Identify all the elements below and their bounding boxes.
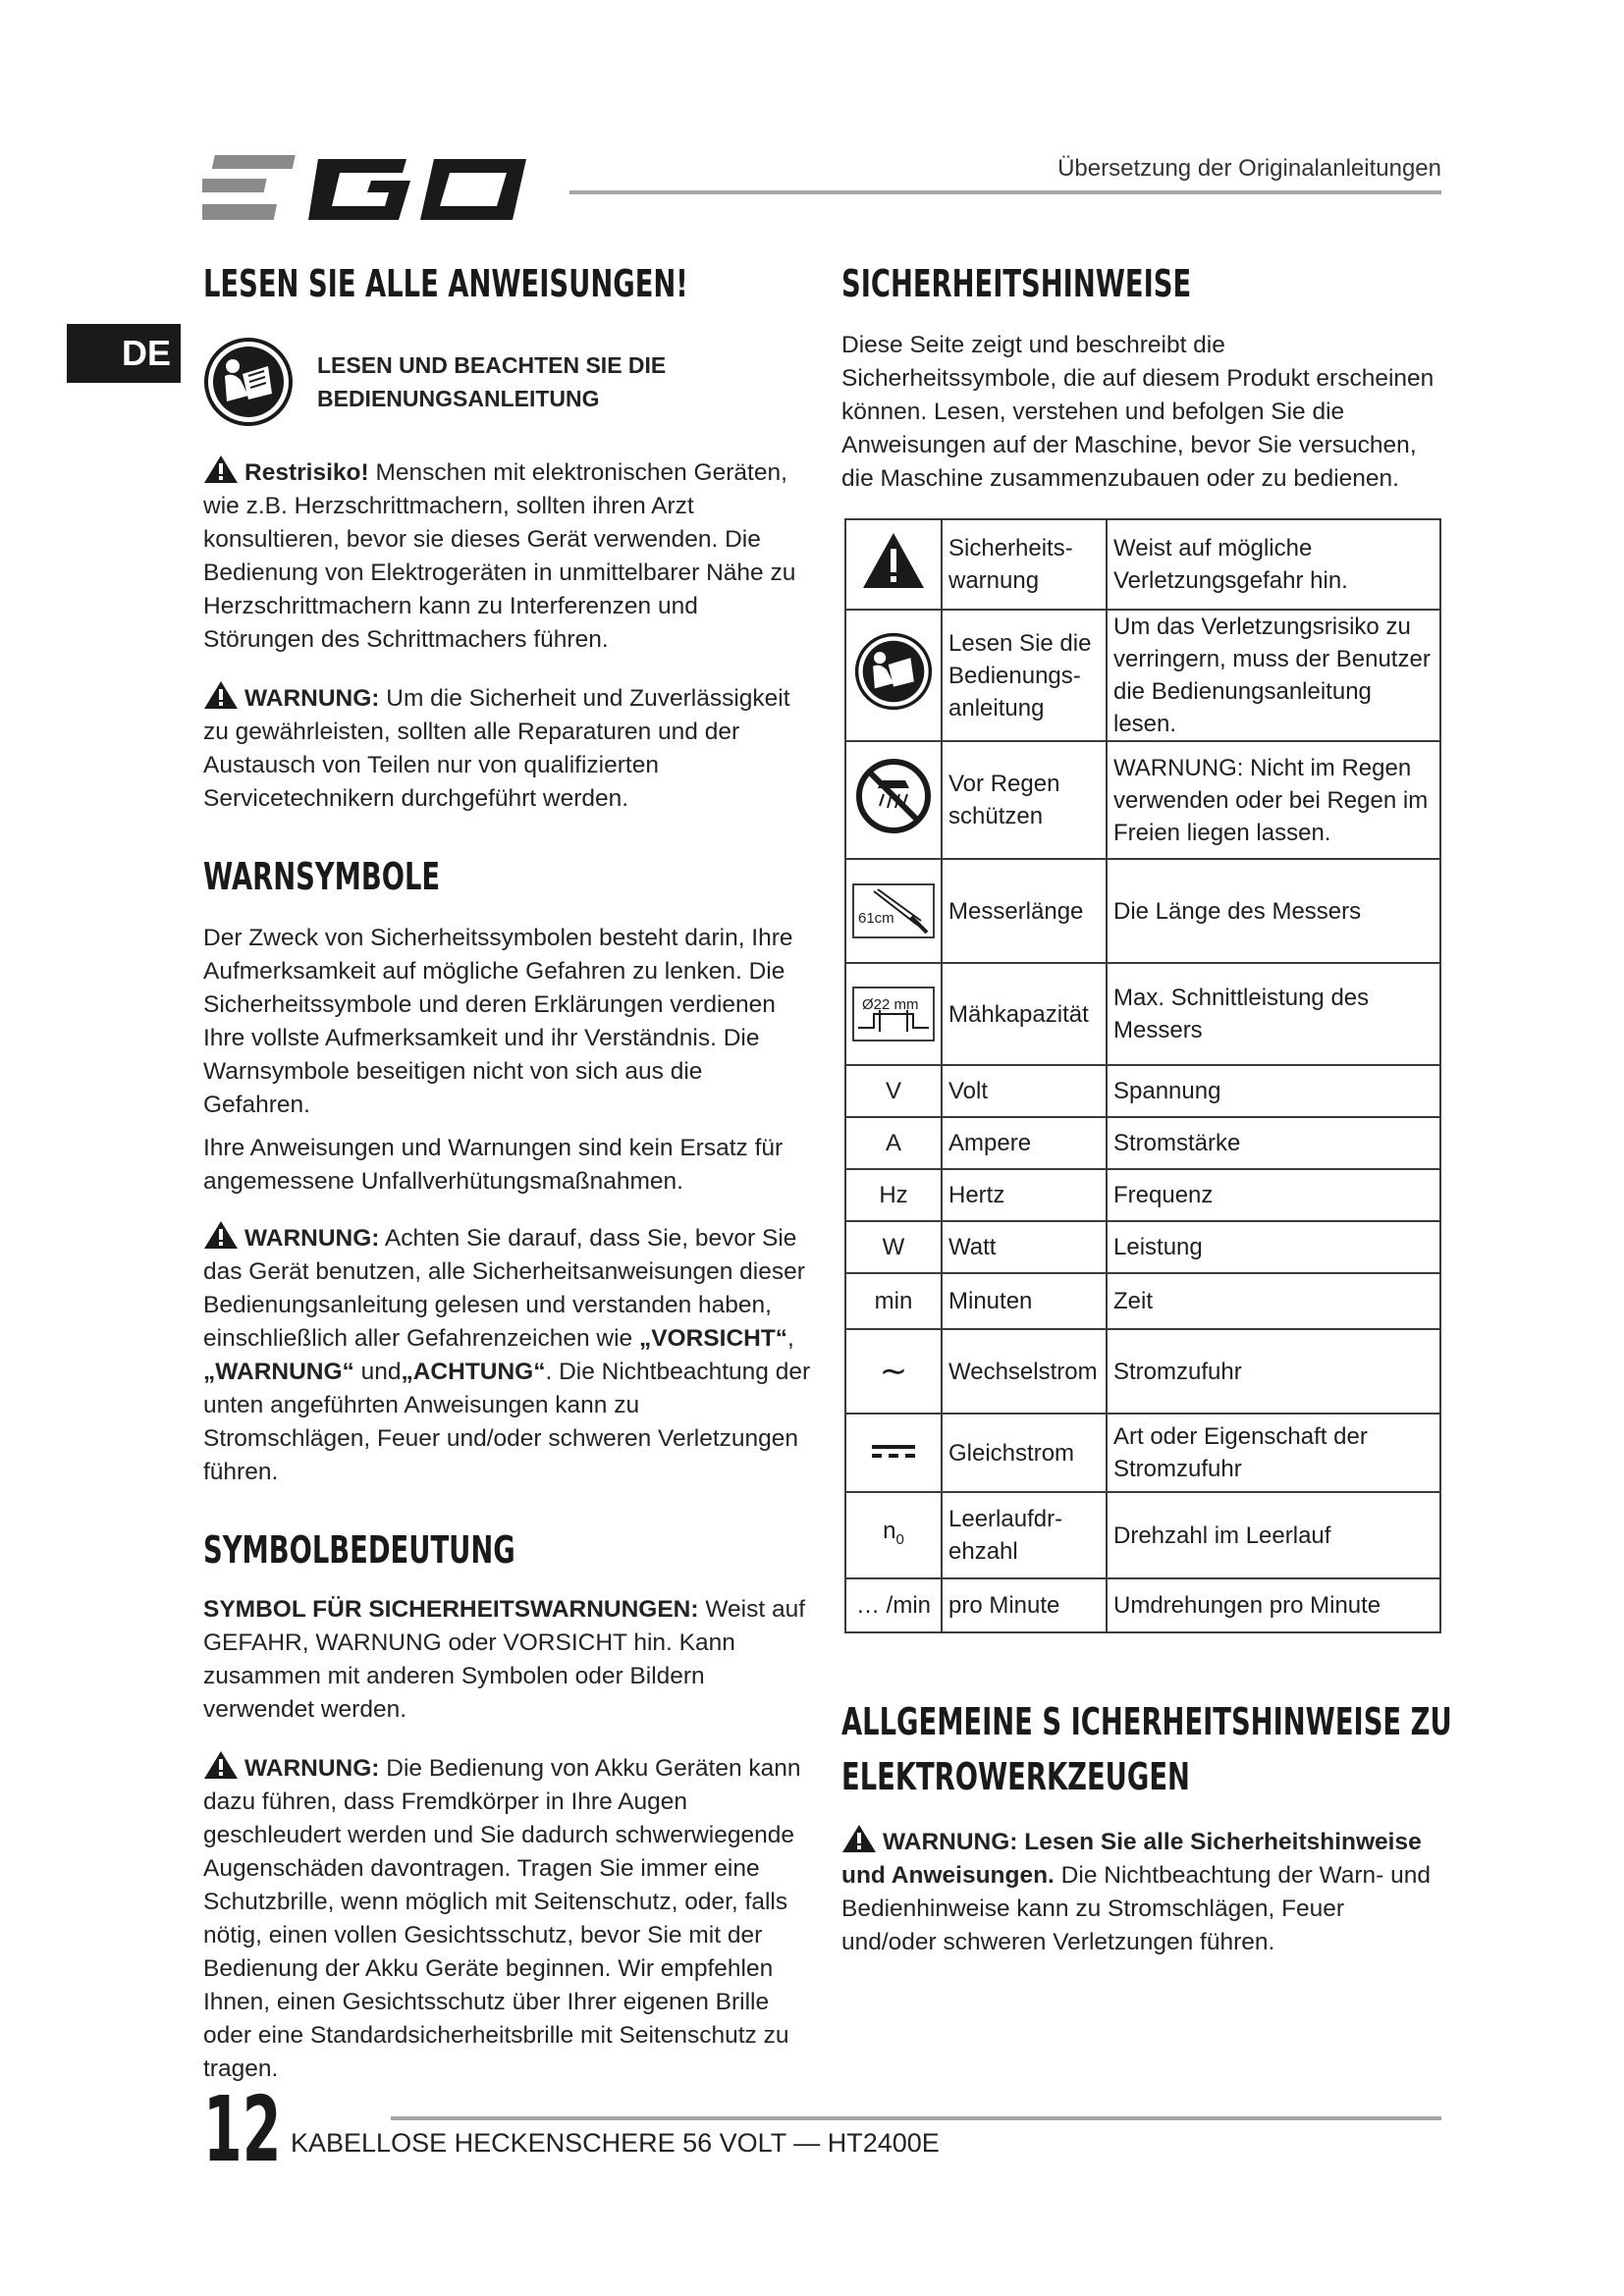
read-manual-icon <box>203 337 294 427</box>
table-row <box>845 1065 1440 1117</box>
warning-triangle-icon <box>841 1824 877 1853</box>
warning-triangle-icon <box>861 531 926 590</box>
read-manual-icon <box>854 632 933 711</box>
warning-3-text: Die Bedienung von Akku Geräten kann dazu führen, dass Fremdkörper in Ihre Augen geschleudert werden und Sie dadurch schwerwiegende Augenschäden davontragen. Tragen Sie immer eine Schutzbrille, wenn möglich mit Seitenschutz, oder, falls nötig, einen vollen Gesichtsschutz, bevor Sie mit der Bedienung der Akku Geräte beginnen. Wir empfehlen Ihnen, einen Gesichtsschutz über Ihrer eigenen Brille oder eine Standardsicherheitsbrille mit Seitenschutz zu tragen. <box>203 1755 801 2082</box>
header-subtitle: Übersetzung der Originalanleitungen <box>1057 155 1441 182</box>
warning-2-paragraph <box>203 1220 812 1489</box>
ego-logo <box>202 149 541 228</box>
read-manual-label-2: BEDIENUNGSANLEITUNG <box>317 386 600 411</box>
footer-rule <box>391 2116 1441 2120</box>
table-cell-symbol: W <box>845 1221 942 1273</box>
table-cell-symbol: Hz <box>845 1169 942 1221</box>
heading-read-all: LESEN SIE ALLE ANWEISUNGEN! <box>203 262 688 305</box>
idle-speed-symbol-n: n <box>883 1518 896 1545</box>
warning-4-bold: Lesen Sie alle Sicherheitshinweise und Anweisungen. <box>841 1829 1422 1889</box>
warnsymbole-paragraph-1: Der Zweck von Sicherheitssymbolen besteht darin, Ihre Aufmerksamkeit auf mögliche Gefahren zu lenken. Die Sicherheitssymbole und deren Erklärungen verdienen Ihre vollste Aufmerksamkeit und ihr Verständnis. Die Warnsymbole beseitigen nicht von sich aus die Gefahren. <box>203 925 793 1118</box>
heading-symbolbedeutung: SYMBOLBEDEUTUNG <box>203 1528 515 1572</box>
warning-triangle-icon <box>203 680 239 710</box>
heading-allgemeine-2: ELEKTROWERKZEUGEN <box>841 1755 1190 1798</box>
footer-title: KABELLOSE HECKENSCHERE 56 VOLT — HT2400E <box>291 2128 940 2158</box>
table-row <box>845 1169 1440 1221</box>
table-cell-name: Sicherheits-warnung <box>942 519 1107 610</box>
read-manual-label-1: LESEN UND BEACHTEN SIE DIE <box>317 352 667 378</box>
table-cell-name: Mähkapazität <box>942 963 1107 1065</box>
table-cell-symbol: V <box>845 1065 942 1117</box>
table-cell-name: Hertz <box>942 1169 1107 1221</box>
cutting-capacity-icon-text: Ø22 mm <box>862 996 919 1013</box>
warning-triangle-icon <box>203 454 239 484</box>
table-cell-desc: Stromzufuhr <box>1107 1329 1440 1414</box>
table-cell-name: Gleichstrom <box>942 1414 1107 1492</box>
table-cell-desc: Weist auf mögliche Verletzungsgefahr hin. <box>1107 519 1440 610</box>
header-rule <box>569 190 1441 194</box>
table-row <box>845 1117 1440 1169</box>
warning-2-quote-vorsicht: „VORSICHT“ <box>638 1325 788 1352</box>
blade-length-icon-text: 61cm <box>858 910 894 927</box>
warning-triangle-icon <box>203 1220 239 1250</box>
residual-risk-text: Menschen mit elektronischen Geräten, wie z.B. Herzschrittmachern, sollten ihren Arzt konsultieren, bevor sie dieses Gerät verwenden. Die Bedienung von Elektrogeräten in unmittelbarer Nähe zu Herzschrittmachern kann zu Interferenzen und Störungen des Schrittmachers führen. <box>203 459 796 653</box>
heading-sicherheitshinweise: SICHERHEITSHINWEISE <box>841 262 1192 305</box>
table-cell-name: Leerlaufdr-ehzahl <box>942 1492 1107 1578</box>
table-cell-desc: Umdrehungen pro Minute <box>1107 1578 1440 1632</box>
blade-length-icon <box>852 883 935 938</box>
warning-2-sep-1: , <box>787 1325 794 1352</box>
table-cell-name: Lesen Sie die Bedienungs-anleitung <box>942 610 1107 741</box>
table-cell-desc: Art oder Eigenschaft der Stromzufuhr <box>1107 1414 1440 1492</box>
table-row <box>845 610 1440 741</box>
symbol-text: Weist auf GEFAHR, WARNUNG oder VORSICHT hin. Kann zusammen mit anderen Symbolen oder Bildern verwendet werden. <box>203 1596 806 1723</box>
table-row <box>845 1414 1440 1492</box>
table-cell-desc: Drehzahl im Leerlauf <box>1107 1492 1440 1578</box>
table-row <box>845 519 1440 610</box>
warning-1-text: Um die Sicherheit und Zuverlässigkeit zu gewährleisten, sollten alle Reparaturen und der Austausch von Teilen nur von qualifizierten Servicetechnikern durchgeführt werden. <box>203 685 790 812</box>
table-cell-name: Vor Regen schützen <box>942 741 1107 859</box>
table-cell-name: Ampere <box>942 1117 1107 1169</box>
warning-2-text-b: . Die Nichtbeachtung der unten angeführten Anweisungen kann zu Stromschlägen, Feuer und/oder schweren Verletzungen führen. <box>203 1359 811 1485</box>
table-cell-desc: Um das Verletzungsrisiko zu verringern, muss der Benutzer die Bedienungsanleitung lesen. <box>1107 610 1440 741</box>
warnsymbole-paragraph-2: Ihre Anweisungen und Warnungen sind kein Ersatz für angemessene Unfallverhütungsmaßnahmen. <box>203 1135 784 1195</box>
general-safety-section <box>841 1698 1452 1959</box>
table-cell-desc: Leistung <box>1107 1221 1440 1273</box>
cutting-capacity-icon <box>852 987 935 1041</box>
warning-2-lead: WARNUNG: <box>244 1225 380 1252</box>
table-cell-name: Minuten <box>942 1273 1107 1329</box>
warning-3-lead: WARNUNG: <box>244 1755 380 1782</box>
table-cell-symbol: … /min <box>845 1578 942 1632</box>
warning-2-sep-2: und <box>353 1359 402 1385</box>
alternating-current-symbol: ∼ <box>845 1329 942 1414</box>
warning-1-lead: WARNUNG: <box>244 685 380 712</box>
table-cell-desc: Max. Schnittleistung des Messers <box>1107 963 1440 1065</box>
idle-speed-symbol-sub: 0 <box>895 1530 904 1548</box>
warning-2-quote-warnung: „WARNUNG“ <box>203 1359 354 1385</box>
warning-4-text: Die Nichtbeachtung der Warn- und Bedienhinweise kann zu Stromschlägen, Feuer und/oder schweren Verletzungen führen. <box>841 1862 1431 1955</box>
table-cell-desc: Stromstärke <box>1107 1117 1440 1169</box>
table-cell-desc: Die Länge des Messers <box>1107 859 1440 963</box>
language-tab: DE <box>67 324 181 383</box>
table-row <box>845 1329 1440 1414</box>
intro-paragraph: Diese Seite zeigt und beschreibt die Sicherheitssymbole, die auf diesem Produkt erscheinen können. Lesen, verstehen und befolgen Sie die Anweisungen auf der Maschine, bevor Sie versuchen, die Maschine zusammenzubauen oder zu bedienen. <box>841 332 1435 492</box>
table-row <box>845 1273 1440 1329</box>
warning-4-paragraph <box>841 1824 1442 1959</box>
table-row <box>845 963 1440 1065</box>
warning-4-lead: WARNUNG: <box>883 1829 1018 1855</box>
no-rain-icon <box>854 757 933 835</box>
right-column <box>841 260 1442 496</box>
table-cell-desc: Frequenz <box>1107 1169 1440 1221</box>
heading-warnsymbole: WARNSYMBOLE <box>203 855 441 898</box>
table-cell-symbol: min <box>845 1273 942 1329</box>
table-cell-desc: Zeit <box>1107 1273 1440 1329</box>
heading-allgemeine-1: ALLGEMEINE S ICHERHEITSHINWEISE ZU <box>841 1700 1452 1743</box>
table-cell-name: Wechselstrom <box>942 1329 1107 1414</box>
table-row <box>845 1221 1440 1273</box>
table-cell-name: Watt <box>942 1221 1107 1273</box>
read-manual-block <box>203 337 812 427</box>
table-cell-desc: Spannung <box>1107 1065 1440 1117</box>
symbol-table <box>844 518 1441 1633</box>
residual-risk-paragraph <box>203 454 812 657</box>
table-row <box>845 1492 1440 1578</box>
table-cell-name: Messerlänge <box>942 859 1107 963</box>
left-column <box>203 260 812 2086</box>
symbol-lead: SYMBOL FÜR SICHERHEITSWARNUNGEN: <box>203 1596 699 1623</box>
table-cell-desc: WARNUNG: Nicht im Regen verwenden oder bei Regen im Freien liegen lassen. <box>1107 741 1440 859</box>
table-cell-name: Volt <box>942 1065 1107 1117</box>
idle-speed-symbol <box>845 1492 942 1578</box>
table-row <box>845 859 1440 963</box>
warning-2-quote-achtung: „ACHTUNG“ <box>401 1359 546 1385</box>
warning-triangle-icon <box>203 1750 239 1780</box>
warning-3-paragraph <box>203 1750 812 2086</box>
residual-risk-lead: Restrisiko! <box>244 459 369 486</box>
table-row <box>845 1578 1440 1632</box>
warning-1-paragraph <box>203 680 812 816</box>
page-number: 12 <box>203 2077 282 2182</box>
direct-current-icon <box>872 1441 915 1461</box>
table-row <box>845 741 1440 859</box>
table-cell-name: pro Minute <box>942 1578 1107 1632</box>
warning-2-text-a: Achten Sie darauf, dass Sie, bevor Sie das Gerät benutzen, alle Sicherheitsanweisungen dieser Bedienungsanleitung gelesen und verstanden haben, einschließlich aller Gefahrenzeichen wie <box>203 1225 805 1352</box>
table-cell-symbol: A <box>845 1117 942 1169</box>
symbol-paragraph <box>203 1593 812 1727</box>
